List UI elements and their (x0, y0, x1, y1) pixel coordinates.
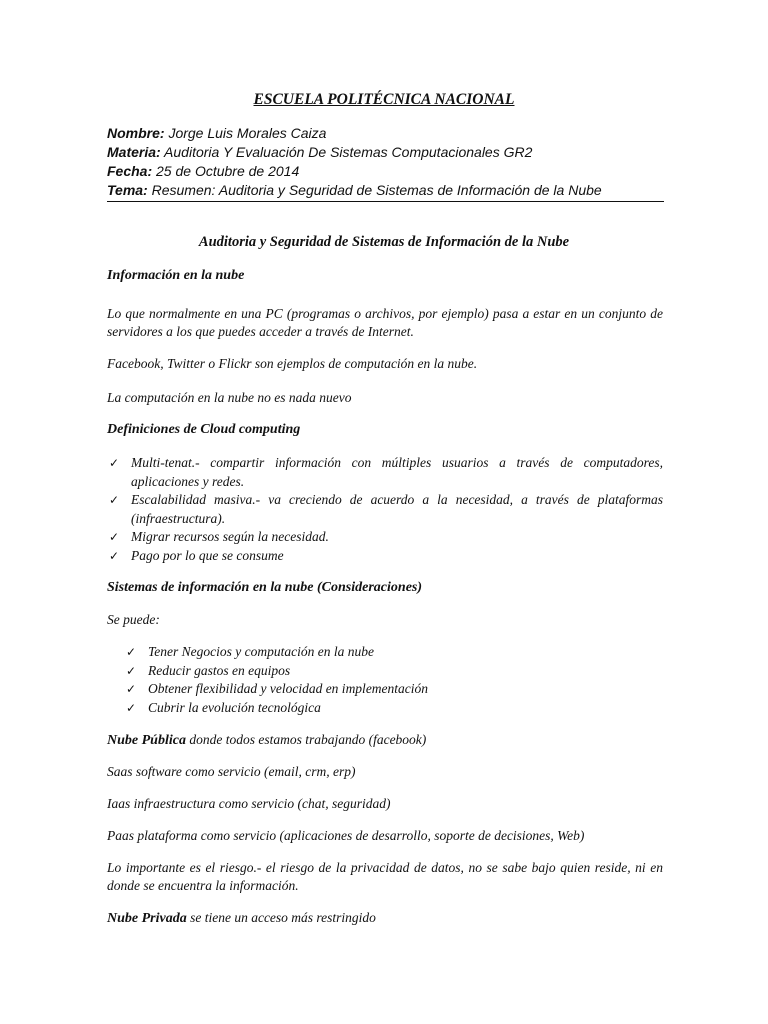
school-title: ESCUELA POLITÉCNICA NACIONAL (253, 91, 515, 108)
document-meta (107, 124, 664, 200)
meta-materia (107, 143, 664, 162)
list-item: ✓ Cubrir la evolución tecnológica (124, 699, 663, 718)
section-heading-sistemas: Sistemas de información en la nube (Consideraciones) (107, 580, 423, 595)
list-item: ✓ Escalabilidad masiva.- va creciendo de acuerdo a la necesidad, a través de plataformas (infraestructura). (109, 492, 663, 526)
meta-divider (107, 201, 664, 202)
check-icon: ✓ (126, 682, 137, 696)
meta-tema (107, 181, 664, 200)
section-heading-info-nube: Información en la nube (107, 268, 245, 283)
paragraph-ejemplos: Facebook, Twitter o Flickr son ejemplos de computación en la nube. (107, 356, 478, 371)
meta-fecha (107, 162, 664, 181)
check-icon: ✓ (126, 645, 137, 659)
check-icon: ✓ (109, 456, 120, 470)
list-item: ✓ Tener Negocios y computación en la nube (124, 643, 663, 662)
list-item: ✓ Migrar recursos según la necesidad. (107, 528, 663, 547)
list-item: ✓ Obtener flexibilidad y velocidad en implementación (124, 680, 663, 699)
meta-tema-label: Tema: (107, 182, 148, 198)
check-icon: ✓ (126, 663, 137, 678)
paragraph-no-nuevo: La computación en la nube no es nada nuevo (107, 390, 352, 405)
list-se-puede (124, 643, 663, 717)
nube-privada-lead: Nube Privada (107, 911, 187, 926)
paragraph-se-puede: Se puede: (107, 612, 160, 627)
check-icon: ✓ (109, 548, 120, 563)
check-icon: ✓ (109, 530, 120, 544)
nube-privada-text: se tiene un acceso más restringido (186, 910, 376, 925)
paragraph-info-nube: Lo que normalmente en una PC (programas o archivos, por ejemplo) pasa a estar en un conjunto de servidores a los que puedes acceder a través de Internet. (107, 306, 663, 339)
list-item: ✓ Multi-tenat.- compartir información con múltiples usuarios a través de computadores, aplicaciones y redes. (109, 455, 663, 489)
paragraph-nube-publica (107, 731, 663, 750)
list-item: ✓ Reducir gastos en equipos (124, 662, 663, 681)
meta-nombre-label: Nombre: (107, 125, 165, 141)
meta-nombre (107, 124, 664, 143)
check-icon: ✓ (109, 493, 120, 507)
nube-publica-lead: Nube Pública (107, 733, 186, 748)
section-heading-definiciones: Definiciones de Cloud computing (107, 422, 301, 437)
meta-fecha-label: Fecha: (107, 163, 153, 179)
meta-materia-label: Materia: (107, 144, 161, 160)
list-definiciones (107, 454, 663, 565)
list-item: ✓ Pago por lo que se consume (107, 547, 663, 566)
paragraph-iaas: Iaas infraestructura como servicio (chat, seguridad) (107, 796, 391, 811)
check-icon: ✓ (126, 700, 137, 715)
paragraph-paas: Paas plataforma como servicio (aplicaciones de desarrollo, soporte de decisiones, Web) (107, 828, 585, 843)
meta-fecha-value: 25 de Octubre de 2014 (152, 163, 300, 179)
meta-materia-value: Auditoria Y Evaluación De Sistemas Computacionales GR2 (160, 144, 533, 160)
nube-publica-text: donde todos estamos trabajando (facebook) (185, 732, 427, 747)
meta-nombre-value: Jorge Luis Morales Caiza (164, 125, 327, 141)
main-heading: Auditoria y Seguridad de Sistemas de Información de la Nube (198, 234, 570, 250)
meta-tema-value: Resumen: Auditoria y Seguridad de Sistemas de Información de la Nube (147, 182, 602, 198)
paragraph-riesgo: Lo importante es el riesgo.- el riesgo de la privacidad de datos, no se sabe bajo quien reside, ni en donde se encuentra la información. (107, 860, 663, 893)
paragraph-nube-privada (107, 909, 663, 928)
paragraph-saas: Saas software como servicio (email, crm, erp) (107, 764, 356, 779)
